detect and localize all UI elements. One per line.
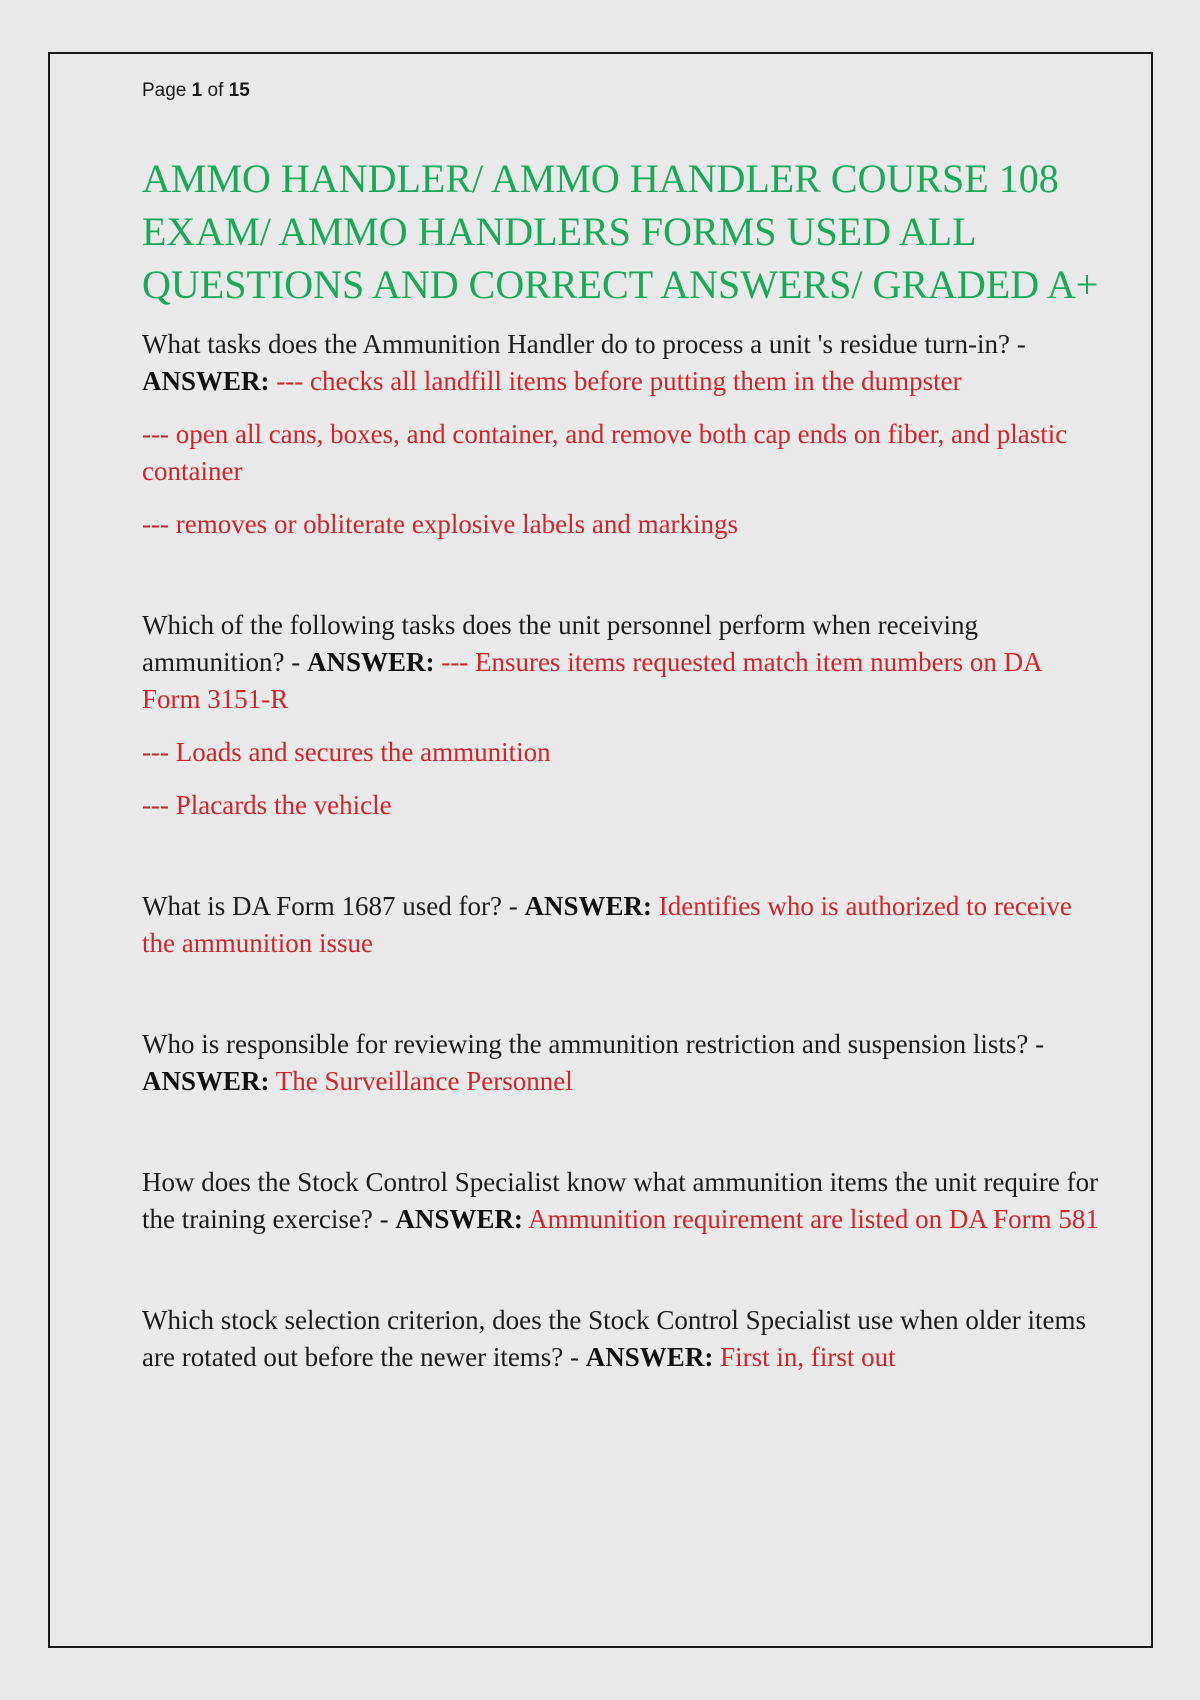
qa-item (142, 607, 1102, 824)
answer-label: ANSWER: (395, 1204, 523, 1234)
question: What is DA Form 1687 used for? - ANSWER: Identifies who is authorized to receive the ammunition issue (142, 891, 1072, 958)
answer-line: Identifies who is authorized to receive the ammunition issue (142, 891, 1072, 958)
answer-line: The Surveillance Personnel (275, 1066, 573, 1096)
answer-line: --- removes or obliterate explosive labels and markings (142, 509, 739, 539)
document-page (48, 52, 1153, 1648)
question: Which of the following tasks does the unit personnel perform when receiving ammunition? - ANSWER: --- Ensures items requested match item numbers on DA Form 3151-R (142, 610, 1042, 714)
document-title: AMMO HANDLER/ AMMO HANDLER COURSE 108 EXAM/ AMMO HANDLERS FORMS USED ALL QUESTIONS AND CORRECT ANSWERS/ GRADED A+ (142, 156, 1099, 307)
question: What tasks does the Ammunition Handler do to process a unit 's residue turn-in? - ANSWER: --- checks all landfill items before putting them in the dumpster (142, 329, 1026, 396)
answer-label: ANSWER: (306, 647, 435, 677)
qa-item (142, 888, 1102, 962)
answer-line: --- Ensures items requested match item numbers on DA Form 3151-R (142, 647, 1042, 714)
answer-label: ANSWER: (142, 1066, 270, 1096)
page-indicator: Page 1 of 15 (142, 80, 250, 101)
answer-label: ANSWER: (524, 891, 652, 921)
answer-line: --- open all cans, boxes, and container, and remove both cap ends on fiber, and plastic container (142, 419, 1068, 486)
qa-item (142, 326, 1102, 543)
answer-line: --- checks all landfill items before putting them in the dumpster (276, 366, 962, 396)
qa-item (142, 1302, 1102, 1376)
qa-item (142, 1026, 1102, 1100)
answer-line: --- Placards the vehicle (142, 790, 392, 820)
question: How does the Stock Control Specialist know what ammunition items the unit require for the training exercise? - ANSWER: Ammunition requirement are listed on DA Form 581 (142, 1167, 1099, 1234)
question: Which stock selection criterion, does the Stock Control Specialist use when older items are rotated out before the newer items? - ANSWER: First in, first out (142, 1305, 1087, 1372)
answer-line: Ammunition requirement are listed on DA Form 581 (528, 1204, 1099, 1234)
answer-line: --- Loads and secures the ammunition (142, 737, 551, 767)
qa-item (142, 1164, 1102, 1238)
question: Who is responsible for reviewing the ammunition restriction and suspension lists? - ANSWER: The Surveillance Personnel (142, 1029, 1045, 1096)
document-content (142, 152, 1102, 1376)
answer-label: ANSWER: (585, 1342, 714, 1372)
answer-label: ANSWER: (142, 366, 270, 396)
answer-line: First in, first out (720, 1342, 896, 1372)
